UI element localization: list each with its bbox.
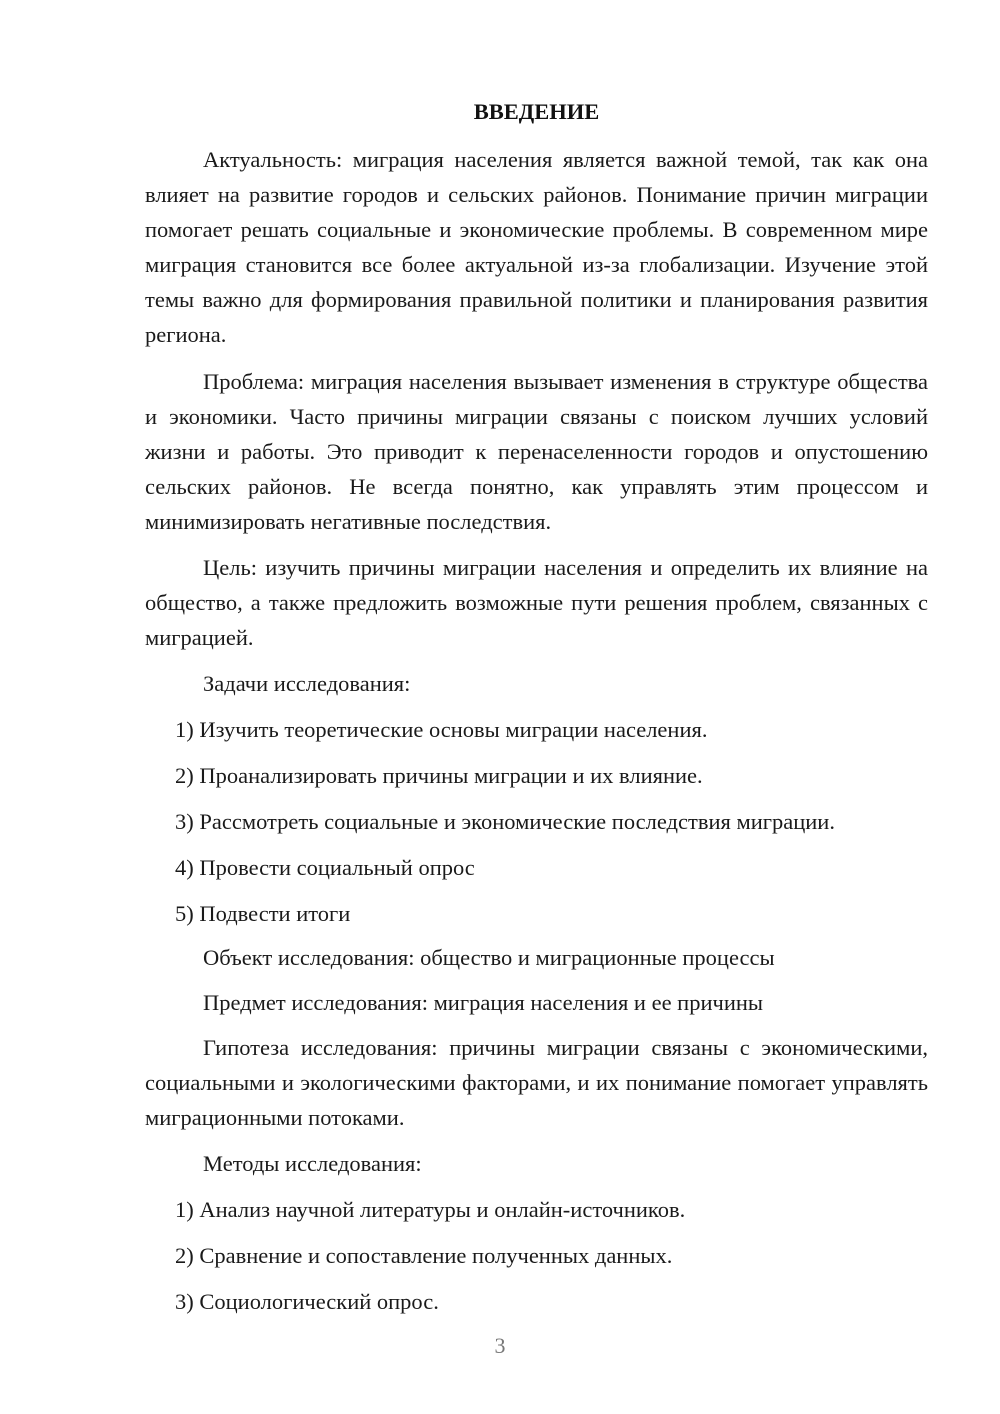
task-item: 1) Изучить теоретические основы миграции населения. — [175, 717, 708, 742]
goal-paragraph: Цель: изучить причины миграции населения и определить их влияние на общество, а также предложить возможные пути решения проблем, связанных с миграцией. — [145, 555, 928, 650]
subject-line: Предмет исследования: миграция населения и ее причины — [203, 990, 764, 1015]
tasks-heading: Задачи исследования: — [203, 671, 411, 696]
method-item: 2) Сравнение и сопоставление полученных данных. — [175, 1243, 673, 1268]
methods-heading: Методы исследования: — [203, 1151, 422, 1176]
task-item: 5) Подвести итоги — [175, 901, 351, 926]
section-title: ВВЕДЕНИЕ — [473, 99, 600, 124]
methods-list — [145, 1192, 928, 1330]
task-item: 3) Рассмотреть социальные и экономические последствия миграции. — [175, 809, 835, 834]
hypothesis-paragraph: Гипотеза исследования: причины миграции связаны с экономическими, социальными и экологическими факторами, и их понимание помогает управлять миграционными потоками. — [145, 1035, 928, 1130]
relevance-paragraph: Актуальность: миграция населения является важной темой, так как она влияет на развитие городов и сельских районов. Понимание причин миграции помогает решать социальные и экономические проблемы. В современном мире миграция становится все более актуальной из-за глобализации. Изучение этой темы важно для формирования правильной политики и планирования развития региона. — [145, 147, 928, 347]
problem-paragraph: Проблема: миграция населения вызывает изменения в структуре общества и экономики. Часто причины миграции связаны с поиском лучших условий жизни и работы. Это приводит к перенаселенности городов и опустошению сельских районов. Не всегда понятно, как управлять этим процессом и минимизировать негативные последствия. — [145, 369, 928, 534]
task-item: 2) Проанализировать причины миграции и их влияние. — [175, 763, 703, 788]
page-number: 3 — [494, 1333, 506, 1358]
object-line: Объект исследования: общество и миграционные процессы — [203, 945, 775, 970]
method-item: 3) Социологический опрос. — [175, 1289, 439, 1314]
method-item: 1) Анализ научной литературы и онлайн-источников. — [175, 1197, 686, 1222]
task-item: 4) Провести социальный опрос — [175, 855, 475, 880]
tasks-list — [145, 712, 928, 942]
